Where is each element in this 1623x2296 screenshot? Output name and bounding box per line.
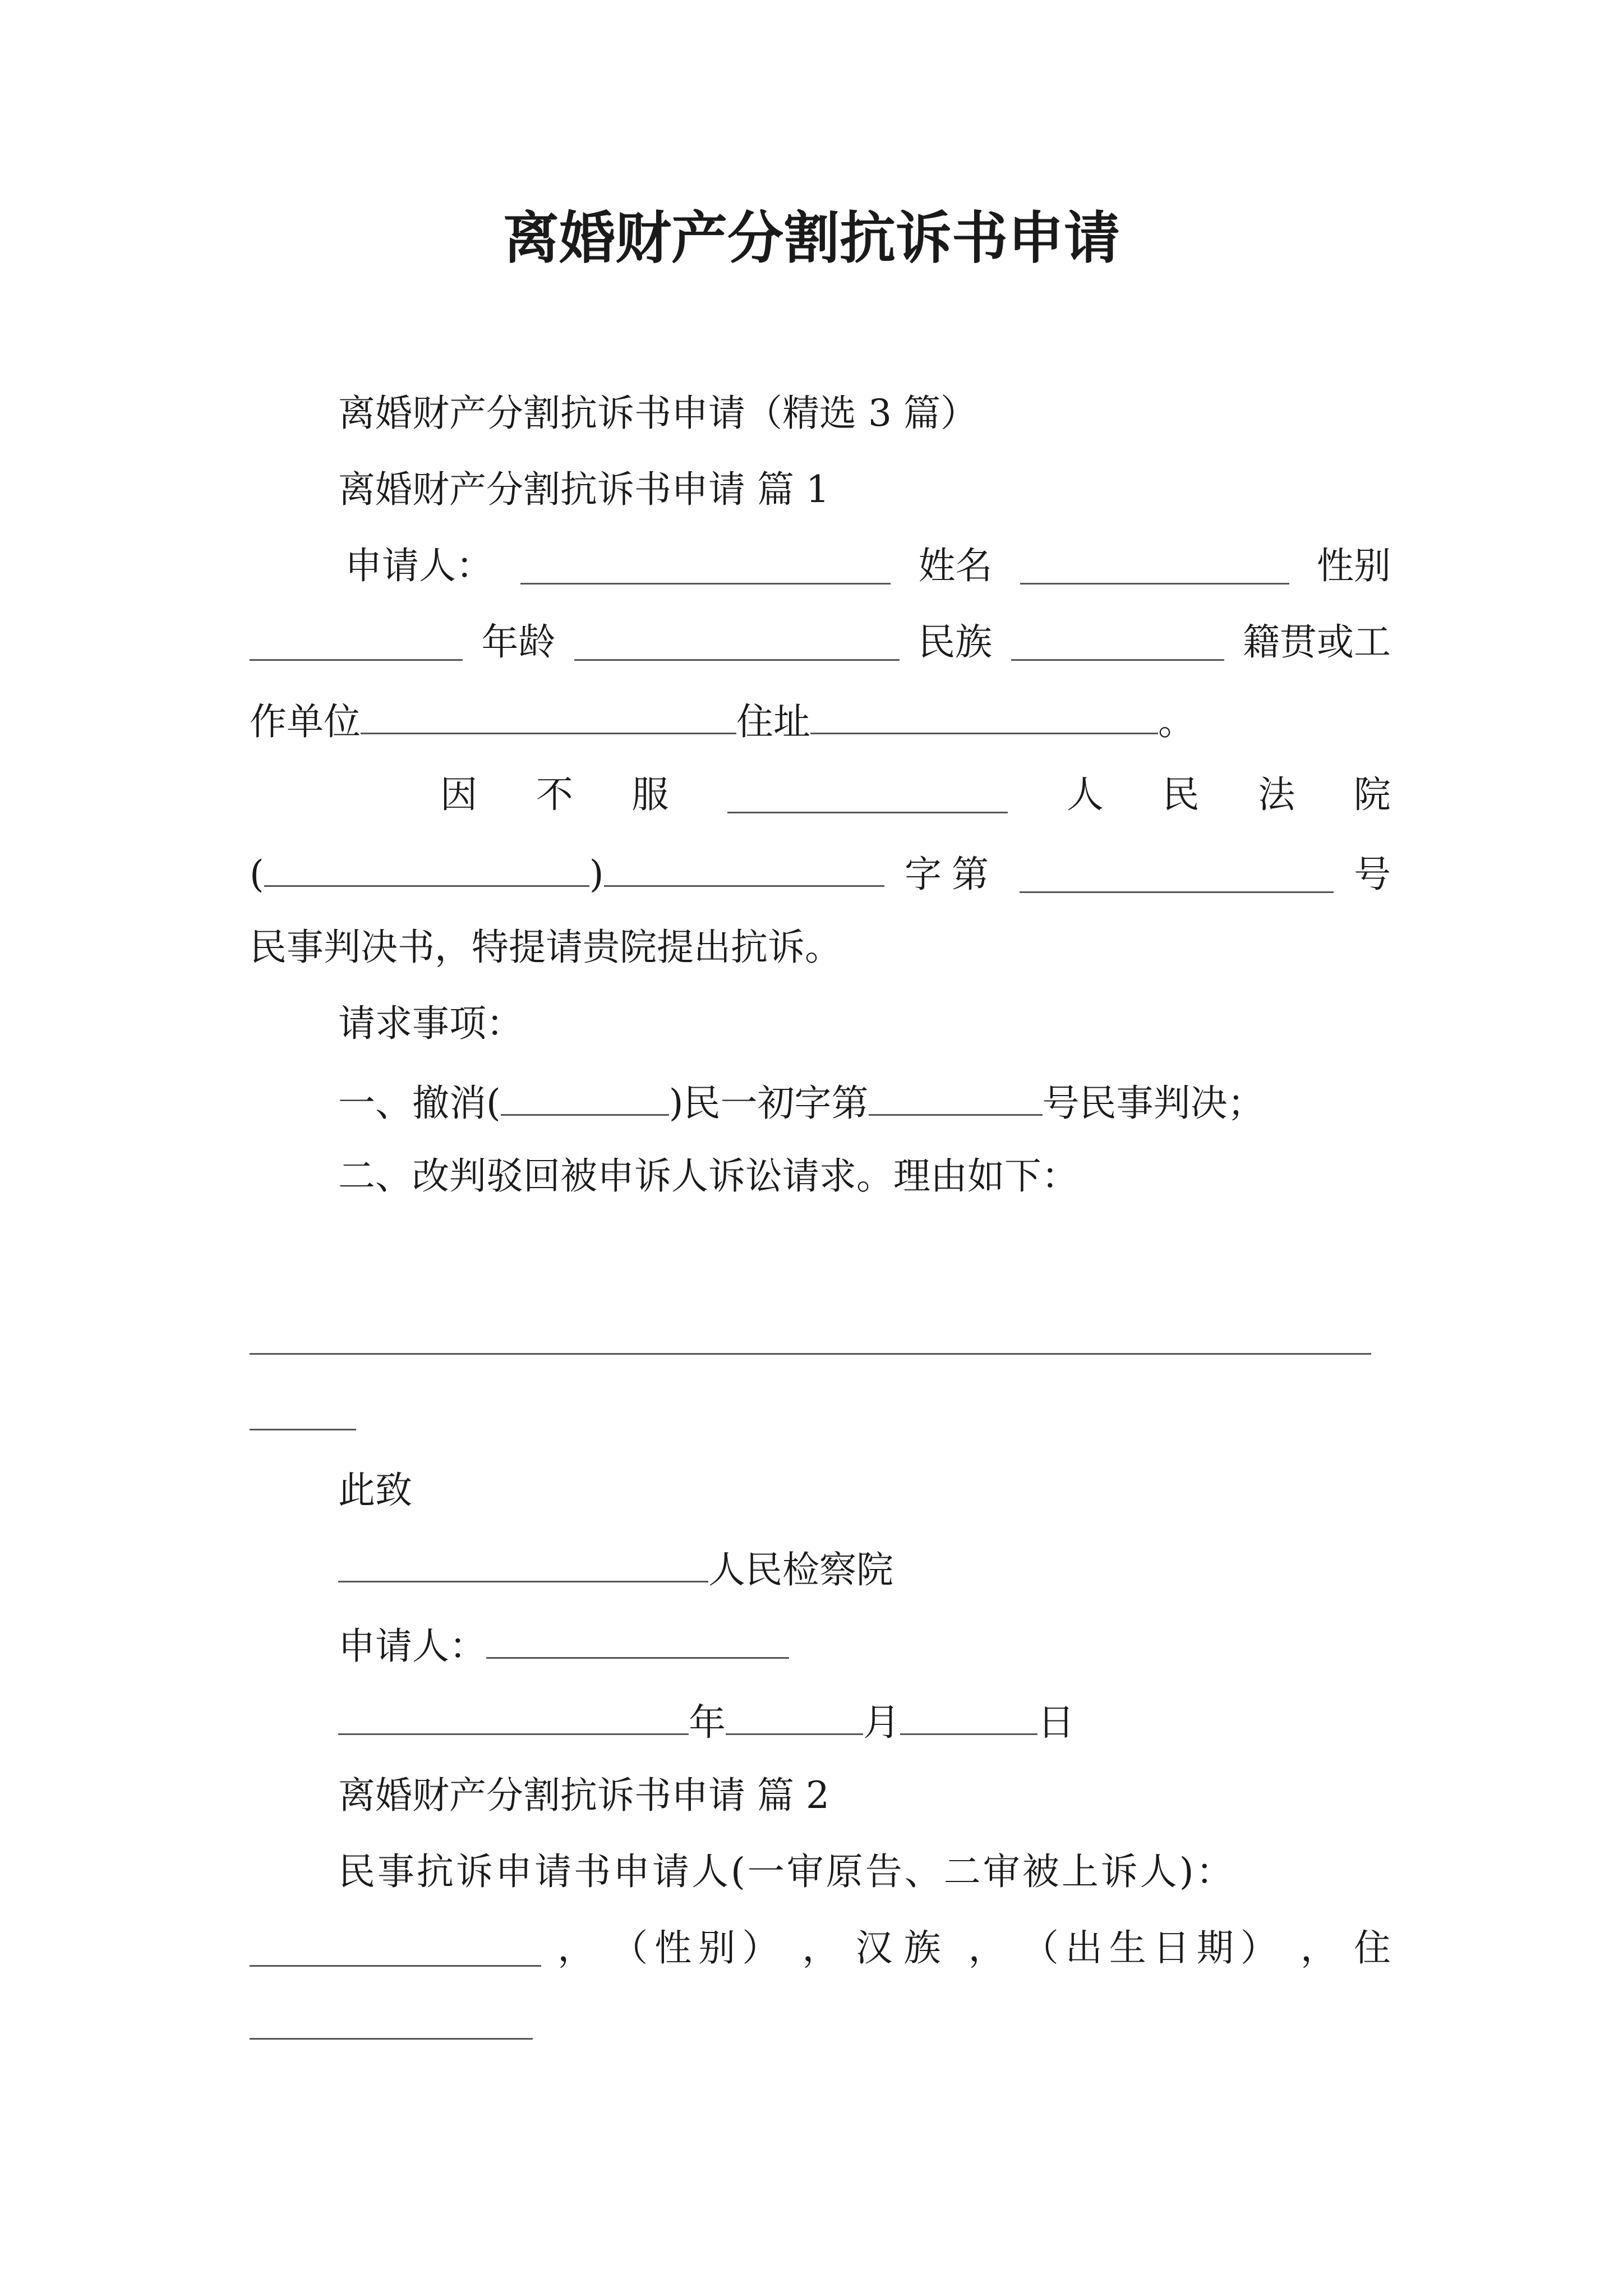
reason-blank-line-short[interactable] <box>250 1429 356 1430</box>
year-blank[interactable] <box>338 1701 689 1735</box>
hao-label: 号 <box>1354 853 1391 896</box>
name-blank[interactable] <box>1020 550 1289 585</box>
item1-year-blank[interactable] <box>501 1082 669 1116</box>
p2-name-blank[interactable] <box>250 1932 541 1967</box>
court-name-blank[interactable] <box>727 779 1008 813</box>
month-blank[interactable] <box>726 1701 863 1735</box>
request-item-2: 二、改判驳回被申诉人诉讼请求。理由如下： <box>338 1154 1078 1198</box>
request-items-heading: 请求事项： <box>338 1002 523 1045</box>
p2-comma: ， <box>968 1926 1006 1970</box>
court-char: 法 <box>1258 773 1295 816</box>
item1-prefix: 一、撤消( <box>338 1082 501 1125</box>
paren-open: ( <box>250 853 264 896</box>
applicant-label: 申请人： <box>345 544 493 587</box>
salutation: 此致 <box>338 1469 412 1512</box>
item1-middle: )民一初字第 <box>668 1082 869 1125</box>
address-blank[interactable] <box>810 700 1158 734</box>
ethnic-label: 民族 <box>918 620 993 664</box>
p2-address-blank[interactable] <box>250 2038 533 2040</box>
court-char: 人 <box>1066 773 1104 816</box>
case-number-line <box>250 853 1391 896</box>
work-blank[interactable] <box>361 700 736 734</box>
year-label: 年 <box>689 1701 726 1744</box>
name-label: 姓名 <box>918 544 993 587</box>
applicant-sign-label: 申请人： <box>338 1625 486 1668</box>
p2-birth: （出生日期） <box>1021 1926 1284 1970</box>
part1-heading: 离婚财产分割抗诉书申请 篇 1 <box>338 468 829 511</box>
because-char: 因 <box>440 773 477 816</box>
judgment-line: 民事判决书，特提请贵院提出抗诉。 <box>250 926 842 969</box>
day-blank[interactable] <box>900 1701 1038 1735</box>
work-label: 作单位 <box>250 700 361 743</box>
age-label: 年龄 <box>481 620 556 664</box>
date-line <box>338 1701 1075 1744</box>
item1-number-blank[interactable] <box>869 1082 1043 1116</box>
period: 。 <box>1158 700 1195 743</box>
p2-comma: ， <box>1300 1926 1338 1970</box>
procuratorate-label: 人民检察院 <box>708 1548 893 1591</box>
case-serial-blank[interactable] <box>1020 859 1334 893</box>
court-char: 民 <box>1162 773 1200 816</box>
ethnic-blank[interactable] <box>1011 627 1224 661</box>
applicant-blank[interactable] <box>520 550 891 585</box>
p2-ethnic: 汉族 <box>855 1926 952 1970</box>
court-char: 院 <box>1353 773 1391 816</box>
day-label: 日 <box>1038 1701 1075 1744</box>
procuratorate-line <box>338 1548 893 1589</box>
case-number-group <box>250 853 884 896</box>
p2-live: 住 <box>1354 1926 1391 1970</box>
p2-comma: ， <box>557 1926 595 1970</box>
zi-di-label: 字第 <box>905 853 999 896</box>
because-char: 服 <box>631 773 669 816</box>
item1-suffix: 号民事判决； <box>1042 1082 1265 1125</box>
part2-line-2 <box>250 1926 1391 1970</box>
p2-gender: （性别） <box>611 1926 786 1970</box>
gender-blank[interactable] <box>250 627 463 661</box>
age-blank[interactable] <box>574 627 900 661</box>
month-label: 月 <box>863 1701 900 1744</box>
applicant-line-2 <box>250 620 1391 664</box>
reason-blank-line[interactable] <box>250 1353 1371 1355</box>
case-code-blank[interactable] <box>604 853 884 887</box>
because-line <box>440 773 1391 816</box>
applicant-sign-blank[interactable] <box>486 1625 789 1659</box>
applicant-line-1 <box>345 544 1391 587</box>
request-item-1 <box>338 1082 1265 1125</box>
part2-heading: 离婚财产分割抗诉书申请 篇 2 <box>338 1774 829 1817</box>
p2-comma: ， <box>802 1926 840 1970</box>
applicant-sign-line <box>338 1625 789 1668</box>
address-label: 住址 <box>736 700 810 743</box>
because-char: 不 <box>536 773 573 816</box>
paren-close: ) <box>589 853 604 896</box>
part2-line-1: 民事抗诉申请书申请人(一审原告、二审被上诉人)： <box>338 1850 1235 1893</box>
case-year-blank[interactable] <box>264 853 589 887</box>
origin-label: 籍贯或工 <box>1242 620 1391 664</box>
intro-line: 离婚财产分割抗诉书申请（精选 3 篇） <box>338 392 978 435</box>
document-title: 离婚财产分割抗诉书申请 <box>503 205 1120 271</box>
procuratorate-blank[interactable] <box>338 1548 708 1582</box>
gender-label: 性别 <box>1317 544 1391 587</box>
applicant-line-3 <box>250 700 1195 743</box>
